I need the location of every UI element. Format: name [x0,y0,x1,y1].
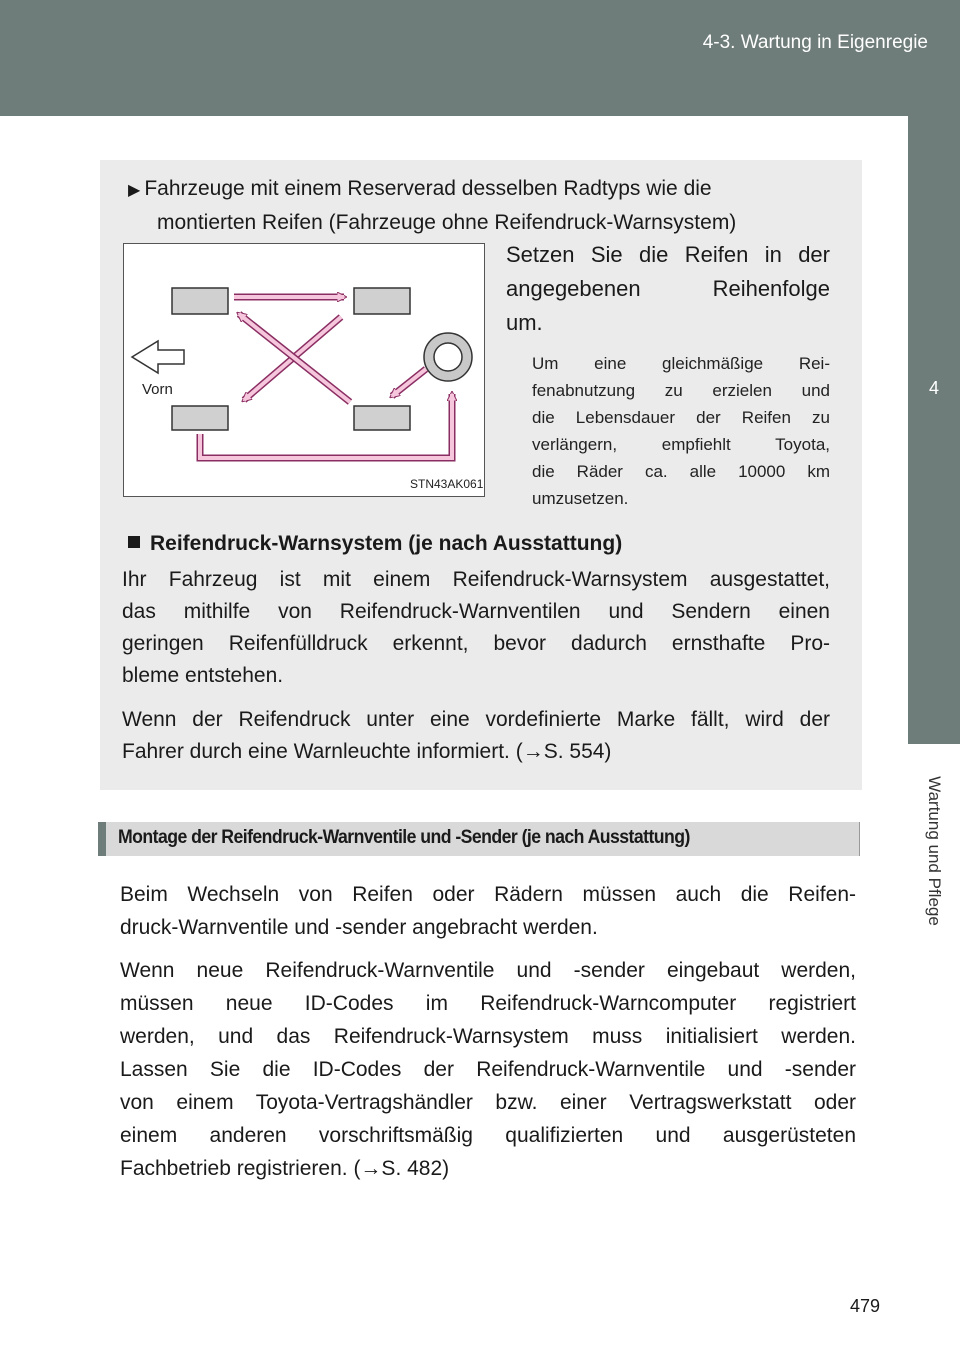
chapter-title: 4-3. Wartung in Eigenregie [702,32,928,53]
paragraph-line: Fachbetrieb registrieren. (→S. 482) [120,1157,450,1180]
rotation-note [532,350,830,512]
paragraph-line: müssen neue ID-Codes im Reifendruck-Warncomputer registriert [120,992,856,1015]
note-line: fenabnutzung zu erzielen und [532,381,830,400]
section-heading: Montage der Reifendruck-Warnventile und -Sender (je nach Ausstattung) [118,827,690,848]
note-line: Um eine gleichmäßige Rei- [532,354,830,373]
paragraph-line: Wenn neue Reifendruck-Warnventile und -sender eingebaut werden, [120,959,856,982]
section-paragraph-2 [120,954,856,1185]
tire-rear-right [354,406,410,430]
page-number: 479 [850,1296,881,1316]
tire-front-left [172,288,228,314]
chapter-tab [908,116,960,744]
figure-code: STN43AK061 [410,477,484,491]
note-line: die Räder ca. alle 10000 km [532,462,830,481]
square-bullet-icon [128,536,140,548]
paragraph-line: druck-Warnventile und -sender angebracht werden. [120,916,598,939]
tpms-heading [128,528,622,560]
paragraph-line: Fahrer durch eine Warnleuchte informiert. (→S. 554) [122,740,612,763]
chapter-number: 4 [928,378,939,398]
note-line: umzusetzen. [532,489,629,508]
tpms-paragraph-2 [122,704,830,768]
tpms-paragraph-1 [122,564,830,692]
paragraph-line: von einem Toyota-Vertragshändler bzw. einer Vertragswerkstatt oder [120,1091,856,1114]
intro-line-3: um. [506,310,543,335]
intro-line-2: angegebenen Reihenfolge [506,276,830,301]
tpms-heading-text: Reifendruck-Warnsystem (je nach Ausstattung) [150,532,623,555]
note-line: die Lebensdauer der Reifen zu [532,408,830,427]
triangle-bullet-icon: ▶ [128,182,141,199]
spare-tire-inner [434,343,462,371]
page-header [0,0,960,116]
section-heading-bar [98,822,860,856]
paragraph-line: einem anderen vorschriftsmäßig qualifizierten und ausgerüsteten [120,1124,856,1147]
front-arrow-icon [132,341,184,373]
paragraph-line: Lassen Sie die ID-Codes der Reifendruck-Warnventile und -sender [120,1058,856,1081]
bullet-line-1 [128,172,832,208]
paragraph-line: Beim Wechseln von Reifen oder Rädern müssen auch die Reifen- [120,883,856,906]
paragraph-line: das mithilfe von Reifendruck-Warnventilen und Sendern einen [122,600,830,623]
paragraph-line: geringen Reifenfülldruck erkennt, bevor dadurch ernsthafte Pro- [122,632,830,655]
section-paragraph-1 [120,878,856,944]
intro-line-1: Setzen Sie die Reifen in der [506,242,830,267]
tire-rotation-figure [123,243,485,497]
chapter-side-label [908,756,960,946]
tire-front-right [354,288,410,314]
note-line: verlängern, empfiehlt Toyota, [532,435,830,454]
chapter-side-label-text: Wartung und Pflege [925,776,944,926]
bullet-text-1: Fahrzeuge mit einem Reserverad desselben Radtyps wie die [144,177,712,200]
tire-rotation-diagram [124,244,484,496]
tire-rear-left [172,406,228,430]
rotation-intro [506,238,830,306]
paragraph-line: bleme entstehen. [122,664,284,687]
bullet-line-2: montierten Reifen (Fahrzeuge ohne Reifendruck-Warnsystem) [157,211,737,234]
paragraph-line: Ihr Fahrzeug ist mit einem Reifendruck-Warnsystem ausgestattet, [122,568,830,591]
paragraph-line: werden, und das Reifendruck-Warnsystem muss initialisiert werden. [120,1025,856,1048]
paragraph-line: Wenn der Reifendruck unter eine vordefinierte Marke fällt, wird der [122,708,830,731]
front-label: Vorn [142,381,173,398]
